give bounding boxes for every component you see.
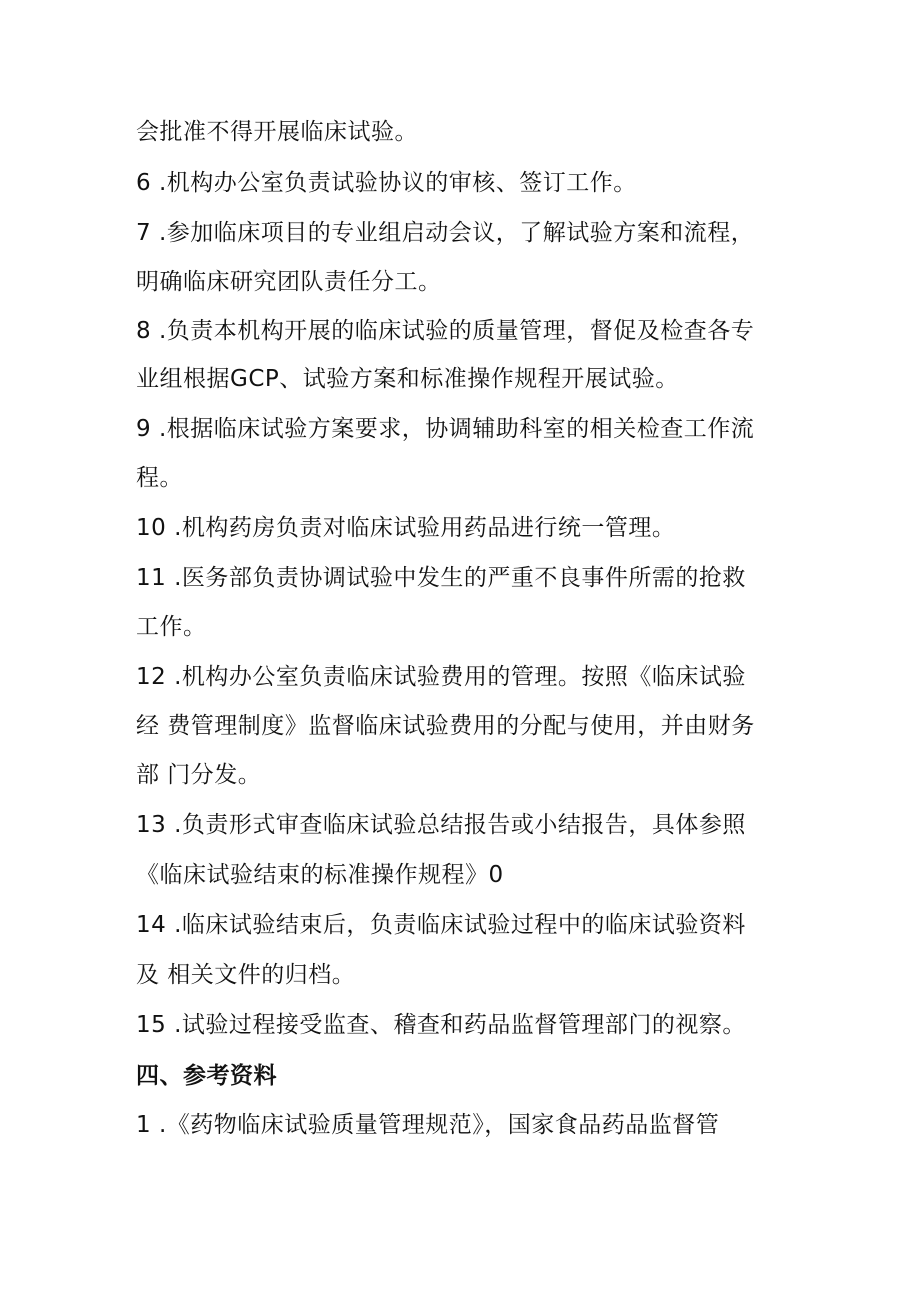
text-line: 《临床试验结束的标准操作规程》0: [136, 862, 504, 888]
list-item-11: 11 .医务部负责协调试验中发生的严重不良事件所需的抢救: [136, 565, 746, 591]
list-item-9: 9 .根据临床试验方案要求，协调辅助科室的相关检查工作流: [136, 416, 755, 442]
text-line: 会批准不得开展临床试验。: [136, 119, 418, 145]
text-line: 部 门分发。: [136, 762, 262, 788]
reference-item-1: 1 .《药物临床试验质量管理规范》，国家食品药品监督管: [136, 1112, 720, 1138]
list-item-14: 14 .临床试验结束后，负责临床试验过程中的临床试验资料: [136, 912, 746, 938]
text-line: 工作。: [136, 614, 207, 640]
text-line: 及 相关文件的归档。: [136, 962, 356, 988]
text-line: 明确临床研究团队责任分工。: [136, 269, 442, 295]
list-item-15: 15 .试验过程接受监查、稽查和药品监督管理部门的视察。: [136, 1012, 746, 1038]
text-line: 经 费管理制度》监督临床试验费用的分配与使用，并由财务: [136, 713, 755, 739]
list-item-12: 12 .机构办公室负责临床试验费用的管理。按照《临床试验: [136, 664, 746, 690]
list-item-7: 7 .参加临床项目的专业组启动会议，了解试验方案和流程，: [136, 220, 755, 246]
text-line: 程。: [136, 465, 183, 491]
list-item-13: 13 .负责形式审查临床试验总结报告或小结报告，具体参照: [136, 812, 746, 838]
text-line: 业组根据GCP、试验方案和标准操作规程开展试验。: [136, 366, 679, 392]
section-heading: 四、参考资料: [136, 1063, 277, 1089]
list-item-6: 6 .机构办公室负责试验协议的审核、签订工作。: [136, 170, 637, 196]
list-item-10: 10 .机构药房负责对临床试验用药品进行统一管理。: [136, 515, 676, 541]
list-item-8: 8 .负责本机构开展的临床试验的质量管理，督促及检查各专: [136, 318, 755, 344]
